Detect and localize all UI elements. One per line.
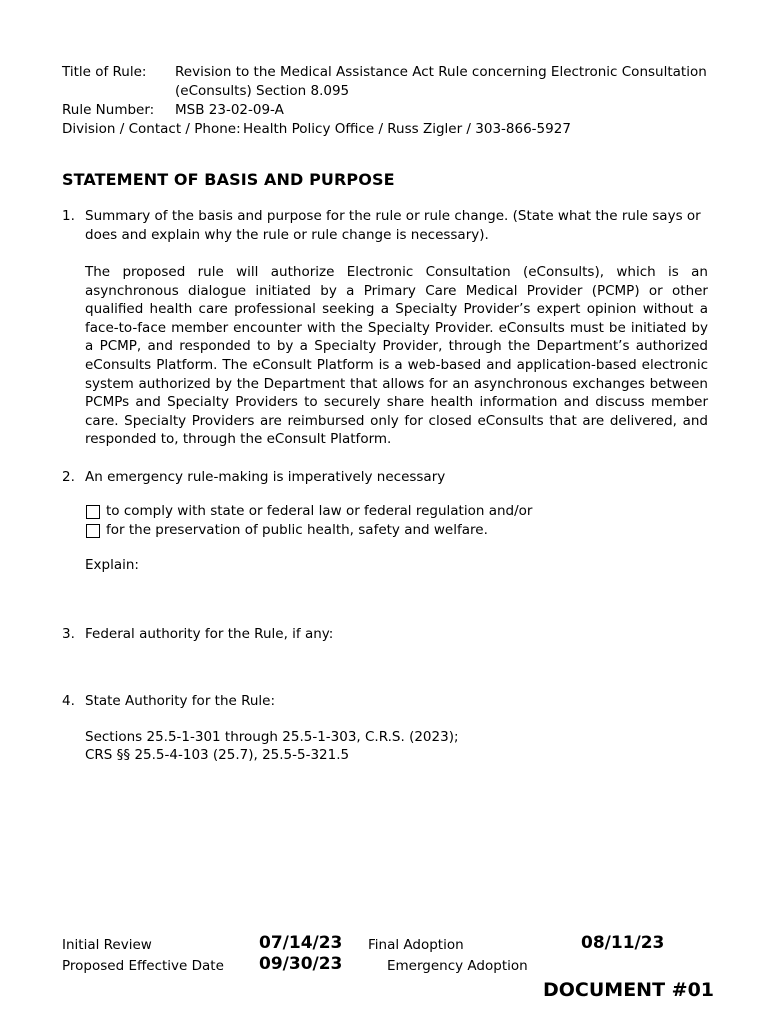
public-health-checkbox[interactable] (86, 524, 100, 538)
option2-label: for the preservation of public health, safety and welfare. (106, 522, 488, 538)
item2-text: An emergency rule-making is imperatively necessary (85, 469, 446, 485)
division-value: Health Policy Office / Russ Zigler / 303-866-5927 (243, 121, 571, 137)
section-heading: STATEMENT OF BASIS AND PURPOSE (62, 170, 395, 189)
item4-number: 4. (62, 693, 75, 709)
proposed-effective-label: Proposed Effective Date (62, 958, 224, 974)
law-compliance-checkbox[interactable] (86, 505, 100, 519)
initial-review-label: Initial Review (62, 937, 152, 953)
item1-text-line2: does and explain why the rule or rule change is necessary). (85, 227, 489, 243)
rule-number-value: MSB 23-02-09-A (175, 102, 284, 118)
item3-number: 3. (62, 626, 75, 642)
item3-text: Federal authority for the Rule, if any: (85, 626, 334, 642)
explain-label: Explain: (85, 557, 139, 573)
title-value-line2: (eConsults) Section 8.095 (175, 83, 350, 99)
item4-text: State Authority for the Rule: (85, 693, 276, 709)
emergency-adoption-label: Emergency Adoption (387, 958, 528, 974)
division-label: Division / Contact / Phone: (62, 121, 241, 137)
final-adoption-date: 08/11/23 (581, 933, 665, 953)
option1-label: to comply with state or federal law or federal regulation and/or (106, 503, 533, 519)
rule-number-label: Rule Number: (62, 102, 155, 118)
title-value-line1: Revision to the Medical Assistance Act Rule concerning Electronic Consultation (175, 64, 707, 80)
proposed-effective-date: 09/30/23 (259, 954, 343, 974)
state-authority-line2: CRS §§ 25.5-4-103 (25.7), 25.5-5-321.5 (85, 747, 350, 763)
initial-review-date: 07/14/23 (259, 933, 343, 953)
document-number: DOCUMENT #01 (543, 979, 715, 1001)
item1-text-line1: Summary of the basis and purpose for the rule or rule change. (State what the rule says or (85, 208, 701, 224)
item2-number: 2. (62, 469, 75, 485)
final-adoption-label: Final Adoption (368, 937, 464, 953)
state-authority-line1: Sections 25.5-1-301 through 25.5-1-303, C.R.S. (2023); (85, 729, 459, 745)
item1-number: 1. (62, 208, 75, 224)
item1-paragraph: The proposed rule will authorize Electronic Consultation (eConsults), which is an asynchronous dialogue initiated by a Primary Care Medical Provider (PCMP) or other qualified health care professional seeking a Specialty Provider’s expert opinion without a face-to-face member encounter with the Specialty Provider. eConsults must be initiated by a PCMP, and responded to by a Specialty Provider, through the Department’s authorized eConsults Platform. The eConsult Platform is a web-based and application-based electronic system authorized by the Department that allows for an asynchronous exchanges between PCMPs and Specialty Providers to securely share health information and discuss member care. Specialty Providers are reimbursed only for closed eConsults that are delivered, and responded to, through the eConsult Platform. (85, 264, 708, 448)
title-label: Title of Rule: (62, 64, 147, 80)
